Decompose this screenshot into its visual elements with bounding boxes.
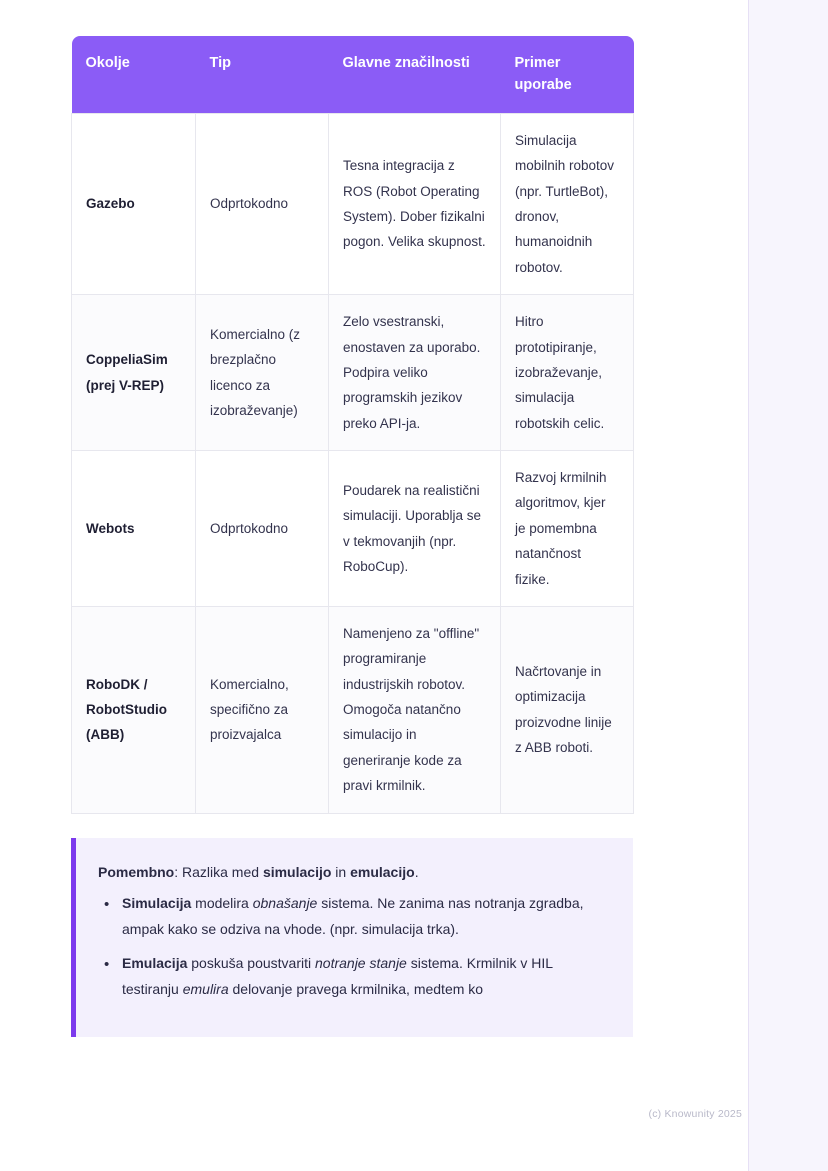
cell-features: Poudarek na realistični simulaciji. Uporablja se v tekmovanjih (npr. RoboCup). — [329, 451, 501, 607]
cell-usecase: Hitro prototipiranje, izobraževanje, simulacija robotskih celic. — [501, 295, 634, 451]
list-item-text-2: sistema. Ne zanima nas notranja zgradba, ampak kako se odziva na vhode. (npr. simulacija trka). — [122, 895, 584, 938]
cell-features: Namenjeno za "offline" programiranje industrijskih robotov. Omogoča natančno simulacijo in generiranje kode za pravi krmilnik. — [329, 606, 501, 813]
cell-type: Odprtokodno — [196, 113, 329, 294]
callout-list — [98, 891, 607, 1003]
callout-lead-mid: in — [331, 863, 351, 880]
right-strip-divider — [748, 0, 749, 1171]
cell-type: Komercialno, specifično za proizvajalca — [196, 606, 329, 813]
callout-lead — [98, 860, 607, 886]
cell-usecase: Simulacija mobilnih robotov (npr. TurtleBot), dronov, humanoidnih robotov. — [501, 113, 634, 294]
list-item-text-3: delovanje pravega krmilnika, medtem ko — [228, 981, 484, 998]
cell-features: Tesna integracija z ROS (Robot Operating System). Dober fizikalni pogon. Velika skupnost. — [329, 113, 501, 294]
cell-usecase: Načrtovanje in optimizacija proizvodne linije z ABB roboti. — [501, 606, 634, 813]
cell-usecase: Razvoj krmilnih algoritmov, kjer je pomembna natančnost fizike. — [501, 451, 634, 607]
cell-features: Zelo vsestranski, enostaven za uporabo. Podpira veliko programskih jezikov preko API-ja. — [329, 295, 501, 451]
table-header-row — [72, 36, 634, 113]
right-decorative-strip — [748, 0, 828, 1171]
callout-lead-strong: Pomembno — [98, 863, 175, 880]
cell-environment-name: Gazebo — [72, 113, 196, 294]
list-item-term: Emulacija — [122, 955, 188, 972]
table-row — [72, 113, 634, 294]
list-item-emphasis: notranje stanje — [315, 955, 407, 972]
simulation-environments-table — [71, 36, 634, 814]
document-page — [71, 0, 671, 1037]
list-item-text-1: poskuša poustvariti — [187, 955, 315, 972]
list-item — [120, 891, 607, 943]
column-header-okolje: Okolje — [72, 36, 196, 113]
table-row — [72, 606, 634, 813]
list-item-text-1: modelira — [191, 895, 253, 912]
list-item-emphasis: obnašanje — [252, 895, 318, 912]
cell-environment-name: Webots — [72, 451, 196, 607]
important-callout — [71, 838, 633, 1037]
column-header-znacilnosti: Glavne značilnosti — [329, 36, 501, 113]
callout-lead-term-2: emulacijo — [350, 863, 415, 880]
column-header-tip: Tip — [196, 36, 329, 113]
callout-lead-end: . — [414, 863, 419, 880]
list-item-emphasis-2: emulira — [182, 981, 229, 998]
list-item-term: Simulacija — [122, 895, 192, 912]
column-header-uporaba: Primer uporabe — [501, 36, 634, 113]
cell-type: Komercialno (z brezplačno licenco za izobraževanje) — [196, 295, 329, 451]
list-item — [120, 951, 607, 1003]
cell-environment-name: CoppeliaSim (prej V-REP) — [72, 295, 196, 451]
callout-lead-term-1: simulacijo — [262, 863, 332, 880]
table-row — [72, 451, 634, 607]
footer-credit: (c) Knowunity 2025 — [648, 1108, 742, 1120]
cell-type: Odprtokodno — [196, 451, 329, 607]
callout-lead-rest: : Razlika med — [174, 863, 263, 880]
table-row — [72, 295, 634, 451]
cell-environment-name: RoboDK / RobotStudio (ABB) — [72, 606, 196, 813]
list-item-text-2: sistema. Krmilnik v HIL testiranju — [122, 955, 553, 998]
